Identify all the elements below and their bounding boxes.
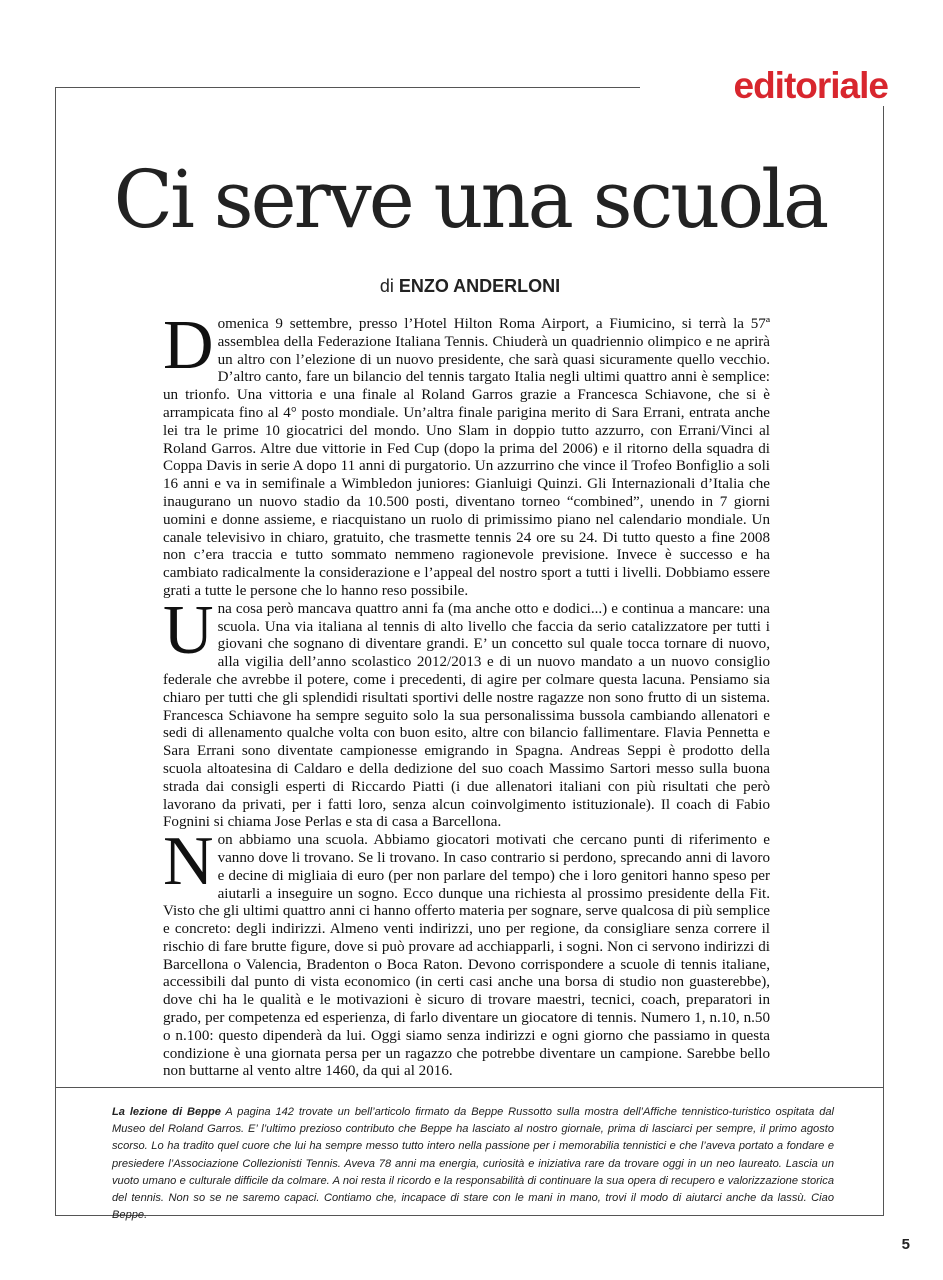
paragraph-text: na cosa però mancava quattro anni fa (ma anche otto e dodici...) e continua a mancare: una scuola. Una via italiana al tennis di alto livello che faccia da serio catalizzatore per tutti i giovani che sognano di diventare grandi. E’ un concetto sul quale tocca tornare di nuovo, alla vigilia dell’anno scolastico 2012/2013 e di un nuovo mandato a un nuovo consiglio federale che avrebbe il potere, come i precedenti, di agire per colmare questa lacuna. Pensiamo sia chiaro per tutti che gli splendidi risultati sportivi delle nostre ragazze non sono frutto di un sistema. Francesca Schiavone ha sempre seguito solo la sua personalissima bussola cambiando allenatori e sedi di allenamento qualche volta con buon esito, altre con bilancio fallimentare. Flavia Pennetta e Sara Errani sono diventate campionesse emigrando in Spagna. Andreas Seppi è prodotto della scuola altoatesina di Caldaro e della dedizione del suo coach Massimo Sartori messo sulla buona strada dai consigli esperti di Riccardo Piatti (i due allenatori italiani con più risultati che però lavorano da privati, per i fatti loro, senza alcun coinvolgimento istituzionale). Il coach di Fabio Fognini si chiama Jose Perlas e sta di casa a Barcellona. (163, 600, 770, 831)
paragraph-2 (163, 591, 770, 832)
dropcap: U (163, 591, 214, 669)
section-label: editoriale (640, 66, 888, 106)
paragraph-3 (163, 823, 770, 1081)
note (112, 1104, 834, 1224)
paragraph-text: on abbiamo una scuola. Abbiamo giocatori motivati che cercano punti di riferimento e vanno dove li trovano. Se li trovano. In caso contrario si perdono, sprecando anni di lavoro e decine di migliaia di euro (per non parlare del tempo) che i loro genitori hanno speso per aiutarli a inseguire un sogno. Ecco dunque una richiesta al prossimo presidente della Fit. Visto che gli ultimi quattro anni ci hanno offerto materia per sognare, serve qualcosa di più semplice e concreto: degli indirizzi. Almeno venti indirizzi, uno per regione, da consigliare senza correre il rischio di fare brutte figure, dove si può provare ad acchiapparli, i sogni. Non ci servono indirizzi di Barcellona o Valencia, Bradenton o Boca Raton. Devono corrispondere a scuole di tennis italiane, accessibili dal punto di vista economico (in certi casi anche una borsa di studio non guasterebbe), dove chi ha le qualità e le motivazioni è sicuro di trovare maestri, tecnici, coach, preparatori in grado, per competenza ed esperienza, di farlo diventare un giocatore di tennis. Numero 1, n.10, n.50 o n.100: questo dipenderà da lui. Oggi siamo senza indirizzi e ogni giorno che passiamo in questa condizione è una giornata persa per un ragazzo che potrebbe diventare un campione. Sarebbe bello non buttarne al vento altre 1460, da qui al 2016. (163, 832, 770, 1080)
page-number: 5 (901, 1236, 910, 1253)
paragraph-text: omenica 9 settembre, presso l’Hotel Hilton Roma Airport, a Fiumicino, si terrà la 57ª assemblea della Federazione Italiana Tennis. Chiuderà un quadriennio olimpico e ne aprirà un altro con l’elezione di un nuovo presidente, che sarà quasi sicuramente quello vecchio. D’altro canto, fare un bilancio del tennis targato Italia negli ultimi quattro anni è semplice: un trionfo. Una vittoria e una finale al Roland Garros grazie a Francesca Schiavone, che si è arrampicata fino al 4° posto mondiale. Un’altra finale parigina merito di Sara Errani, entrata anche lei tra le prime 10 giocatrici del mondo. Uno Slam in doppio tutto azzurro, con Errani/Vinci al Roland Garros. Altre due vittorie in Fed Cup (dopo la prima del 2006) e il ritorno della squadra di Coppa Davis in serie A dopo 11 anni di purgatorio. Un azzurrino che vince il Trofeo Bonfiglio a soli 16 anni e va in semifinale a Wimbledon juniores: Gianluigi Quinzi. Gli Internazionali d’Italia che inaugurano un nuovo stadio da 10.500 posti, diventano torneo “combined”, unendo in 7 giorni uomini e donne assieme, e riacquistano un ruolo di primissimo piano nel calendario mondiale. Un canale televisivo in chiaro, gratuito, che trasmette tennis 24 ore su 24. Di tutto questo a fine 2008 non c’era traccia e tutto sommato nemmeno ragionevole previsione. Invece è successo e ha cambiato radicalmente la considerazione e l’appeal del nostro sport a tutti i livelli. Dobbiamo essere grati a tutte le persone che lo hanno reso possibile. (163, 316, 770, 599)
dropcap: N (163, 823, 214, 901)
dropcap: D (163, 307, 214, 384)
article-body (163, 307, 770, 1081)
byline-prefix: di (379, 276, 394, 296)
byline (60, 276, 880, 297)
note-text: A pagina 142 trovate un bell’articolo firmato da Beppe Russotto sulla mostra dell’Affiche tennistico-turistico ospitata dal Museo del Roland Garros. E’ l’ultimo prezioso contributo che Beppe ha lasciato al nostro giornale, prima di lasciarci per sempre, il primo agosto scorso. Lo ha tradito quel cuore che lui ha sempre messo tutto intero nella passione per i memorabilia tennistici e che l’aveva portato a fondare e presiedere l’Associazione Collezionisti Tennis. Aveva 78 anni ma energia, curiosità e iniziativa rare da trovare oggi in un neo laureato. Lascia un vuoto umano e culturale difficile da colmare. A noi resta il ricordo e la responsabilità di continuare la sua opera di recupero e valorizzazione storica del tennis. Non so se ne saremo capaci. Contiamo che, incapace di stare con le mani in mano, trovi il modo di aiutarci anche da lassù. Ciao Beppe. (112, 1106, 834, 1222)
paragraph-1 (163, 307, 770, 601)
note-title: La lezione di Beppe (112, 1106, 221, 1118)
headline: Ci serve una scuola (113, 153, 827, 246)
byline-author: ENZO ANDERLONI (398, 276, 561, 296)
